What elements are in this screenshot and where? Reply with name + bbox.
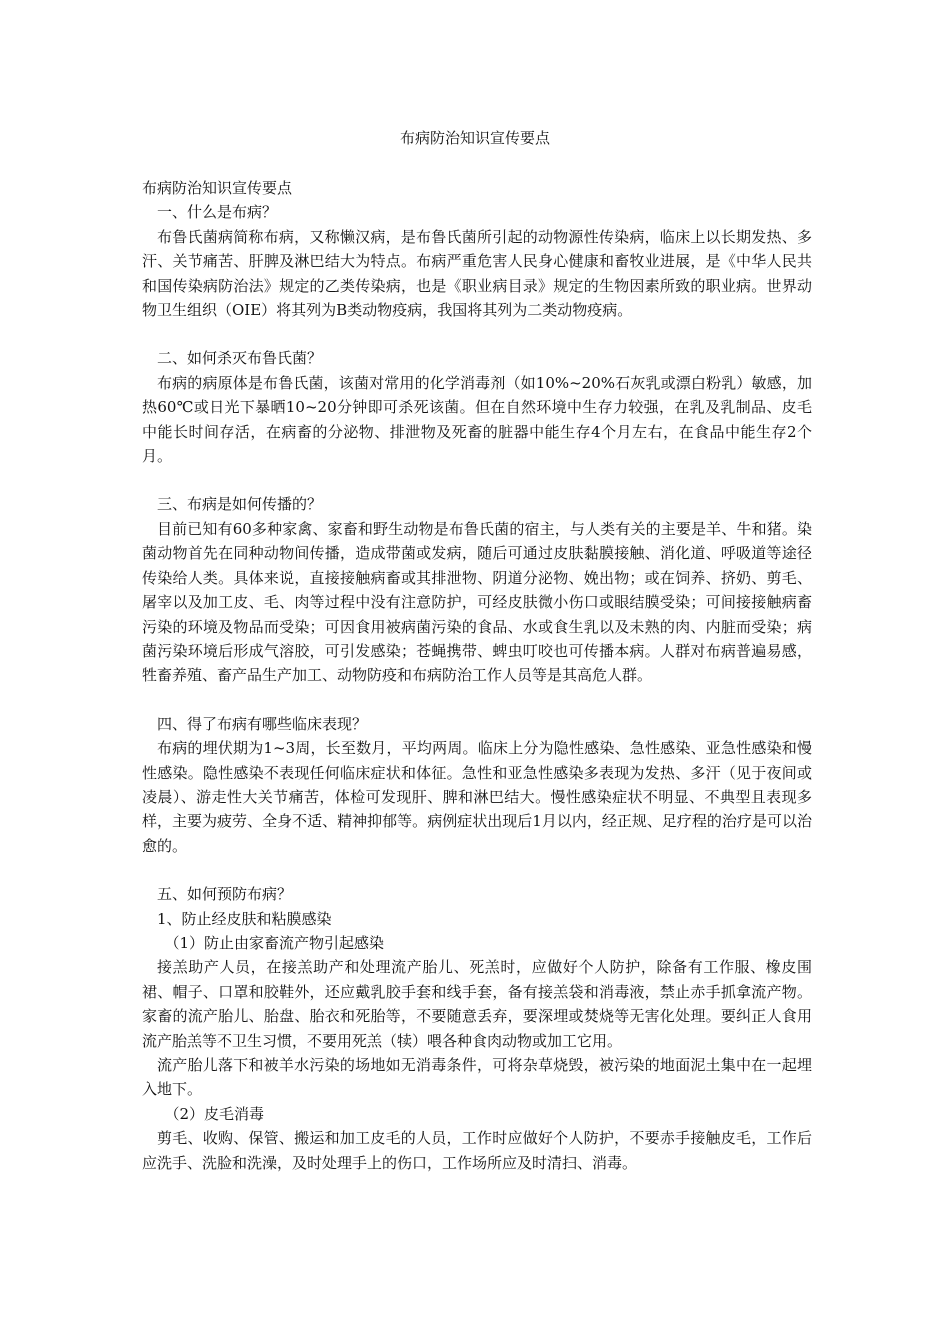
- section-2-heading: 二、如何杀灭布鲁氏菌？: [157, 349, 323, 368]
- document-title: 布病防治知识宣传要点: [399, 129, 550, 147]
- section-spacer: [142, 858, 812, 882]
- section-5-subheading-1-2: （2）皮毛消毒: [164, 1104, 265, 1123]
- section-3-paragraph: 目前已知有60多种家禽、家畜和野生动物是布鲁氏菌的宿主，与人类有关的主要是羊、牛和猪。染菌动物首先在同种动物间传播，造成带菌或发病，随后可通过皮肤黏膜接触、消化道、呼吸道等途径传染给人类。具体来说，直接接触病畜或其排泄物、阴道分泌物、娩出物；或在饲养、挤奶、剪毛、屠宰以及加工皮、毛、肉等过程中没有注意防护，可经皮肤微小伤口或眼结膜受染；可间接接触病畜污染的环境及物品而受染；可因食用被病菌污染的食品、水或食生乳以及未熟的肉、内脏而受染；病菌污染环境后形成气溶胶，可引发感染；苍蝇携带、蜱虫叮咬也可传播本病。人群对布病普遍易感，牲畜养殖、畜产品生产加工、动物防疫和布病防治工作人员等是其高危人群。: [142, 519, 812, 685]
- section-spacer: [142, 468, 812, 492]
- section-spacer: [142, 322, 812, 346]
- section-spacer: [142, 688, 812, 712]
- section-4-paragraph: 布病的埋伏期为1~3周，长至数月，平均两周。临床上分为隐性感染、急性感染、亚急性感染和慢性感染。隐性感染不表现任何临床症状和体征。急性和亚急性感染多表现为发热、多汗（见于夜间或凌晨）、游走性大关节痛苦，体检可发现肝、脾和淋巴结大。慢性感染症状不明显、不典型且表现多样，主要为疲劳、全身不适、精神抑郁等。病例症状出现后1月以内，经正规、足疗程的治疗是可以治愈的。: [142, 739, 812, 855]
- section-5-heading: 五、如何预防布病？: [157, 885, 293, 904]
- document-body: [142, 176, 812, 1175]
- section-2-paragraph: 布病的病原体是布鲁氏菌，该菌对常用的化学消毒剂（如10%~20%石灰乳或漂白粉乳）敏感，加热60℃或日光下暴晒10~20分钟即可杀死该菌。但在自然环境中生存力较强，在乳及乳制品、皮毛中能长时间存活，在病畜的分泌物、排泄物及死畜的脏器中能生存4个月左右，在食品中能生存2个月。: [142, 373, 812, 466]
- section-4-heading: 四、得了布病有哪些临床表现？: [157, 714, 368, 733]
- section-5-paragraph-2: 流产胎儿落下和被羊水污染的场地如无消毒条件，可将杂草烧毁，被污染的地面泥土集中在一起埋入地下。: [142, 1056, 812, 1099]
- section-5-paragraph-3: 剪毛、收购、保管、搬运和加工皮毛的人员，工作时应做好个人防护，不要赤手接触皮毛，工作后应洗手、洗脸和洗澡，及时处理手上的伤口，工作场所应及时清扫、消毒。: [142, 1129, 812, 1172]
- intro-title: 布病防治知识宣传要点: [142, 179, 293, 197]
- section-3-heading: 三、布病是如何传播的？: [157, 495, 323, 514]
- section-5-subheading-1-1: （1）防止由家畜流产物引起感染: [164, 933, 385, 952]
- section-1-paragraph: 布鲁氏菌病简称布病，又称懒汉病，是布鲁氏菌所引起的动物源性传染病，临床上以长期发热、多汗、关节痛苦、肝脾及淋巴结大为特点。布病严重危害人民身心健康和畜牧业进展，是《中华人民共和国传染病防治法》规定的乙类传染病，也是《职业病目录》规定的生物因素所致的职业病。世界动物卫生组织（OIE）将其列为B类动物疫病，我国将其列为二类动物疫病。: [142, 227, 812, 320]
- section-5-subheading-1: 1、防止经皮肤和粘膜感染: [157, 909, 332, 928]
- section-5-paragraph-1: 接羔助产人员，在接羔助产和处理流产胎儿、死羔时，应做好个人防护，除备有工作服、橡皮围裙、帽子、口罩和胶鞋外，还应戴乳胶手套和线手套，备有接羔袋和消毒液，禁止赤手抓拿流产物。家畜的流产胎儿、胎盘、胎衣和死胎等，不要随意丢弃，要深埋或焚烧等无害化处理。要纠正人食用流产胎羔等不卫生习惯，不要用死羔（犊）喂各种食肉动物或加工它用。: [142, 958, 812, 1050]
- section-1-heading: 一、什么是布病？: [157, 203, 278, 222]
